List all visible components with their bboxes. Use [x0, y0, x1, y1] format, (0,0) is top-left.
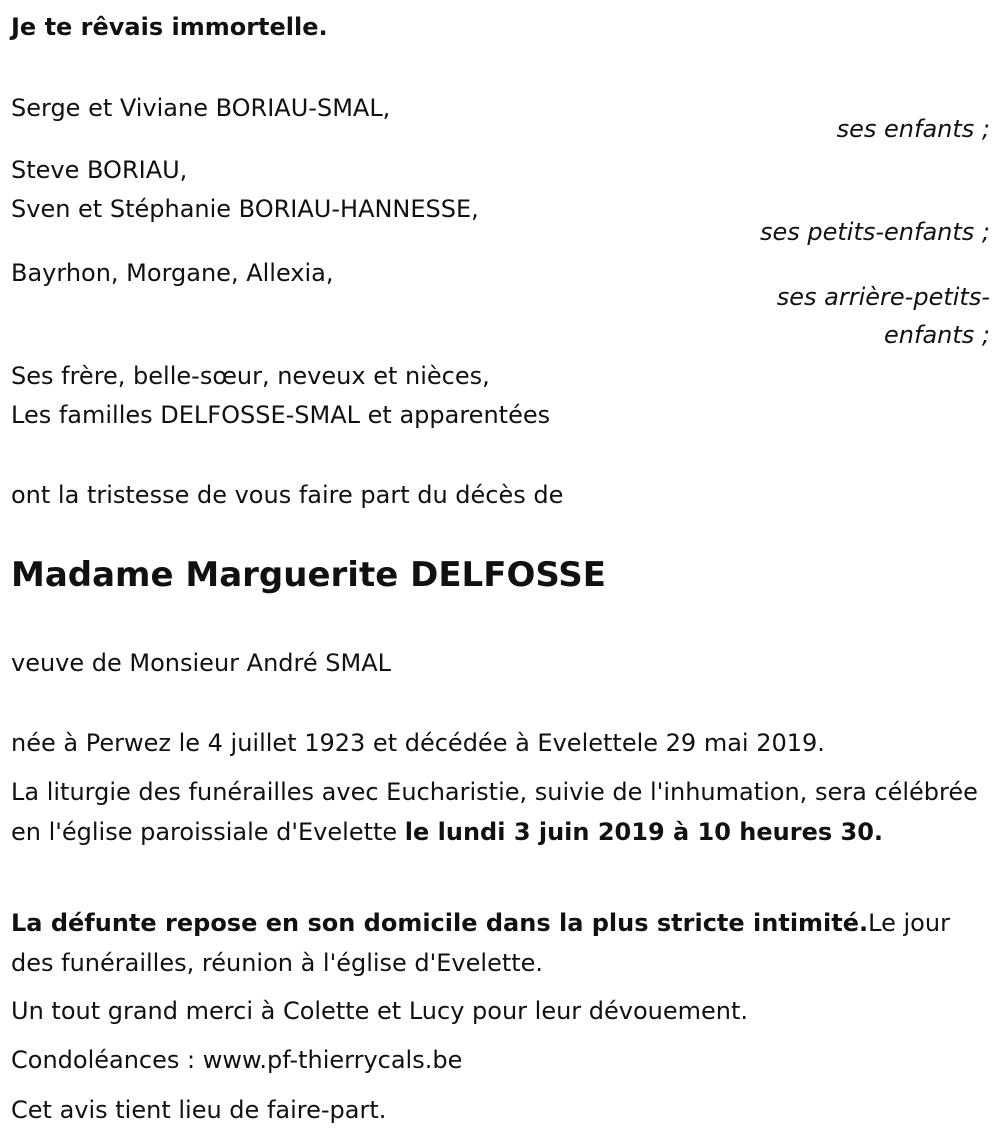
- grandchildren-name-2: Sven et Stéphanie BORIAU-HANNESSE,: [11, 195, 479, 223]
- liturgy-paragraph: [11, 772, 993, 852]
- siblings-line: Ses frère, belle-sœur, neveux et nièces,: [11, 362, 490, 390]
- families-line: Les familles DELFOSSE-SMAL et apparentées: [11, 401, 551, 429]
- grandchildren-role: ses petits-enfants ;: [759, 218, 990, 246]
- greatgrandchildren-role-1: ses arrière-petits-: [776, 283, 990, 311]
- repose-paragraph: [11, 903, 993, 983]
- liturgy-text: La liturgie des funérailles avec Eucharistie, suivie de l'inhumation, sera célébrée en l'église paroissiale d'Evelette: [11, 778, 978, 846]
- epigraph: Je te rêvais immortelle.: [11, 13, 328, 41]
- greatgrandchildren-names: Bayrhon, Morgane, Allexia,: [11, 259, 334, 287]
- deceased-name: Madame Marguerite DELFOSSE: [11, 555, 607, 595]
- notice-line: Cet avis tient lieu de faire-part.: [11, 1096, 387, 1124]
- widow-of: veuve de Monsieur André SMAL: [11, 649, 391, 677]
- children-names: Serge et Viviane BORIAU-SMAL,: [11, 94, 391, 122]
- repose-bold: La défunte repose en son domicile dans la plus stricte intimité.: [11, 909, 869, 937]
- greatgrandchildren-role-2: enfants ;: [884, 321, 990, 349]
- liturgy-date: le lundi 3 juin 2019 à 10 heures 30.: [404, 818, 884, 846]
- birth-death: née à Perwez le 4 juillet 1923 et décédée à Evelettele 29 mai 2019.: [11, 729, 825, 757]
- grandchildren-name-1: Steve BORIAU,: [11, 156, 188, 184]
- thanks-line: Un tout grand merci à Colette et Lucy pour leur dévouement.: [11, 997, 749, 1025]
- repose-text: Le jour des funérailles, réunion à l'église d'Evelette.: [11, 909, 950, 977]
- condolences-line: Condoléances : www.pf-thierrycals.be: [11, 1046, 463, 1074]
- children-role: ses enfants ;: [836, 115, 990, 143]
- announcement: ont la tristesse de vous faire part du décès de: [11, 481, 564, 509]
